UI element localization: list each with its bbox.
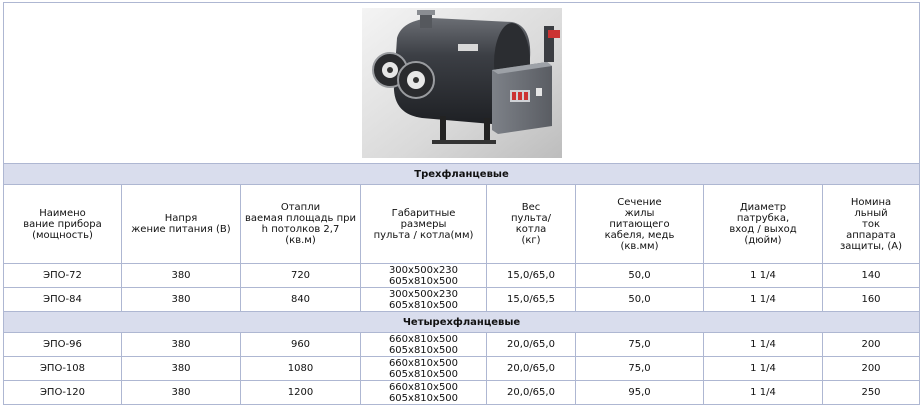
cell-cable: 50,0	[576, 288, 704, 312]
spec-table	[3, 2, 920, 405]
cell-area: 720	[241, 264, 361, 288]
cell-voltage: 380	[122, 264, 241, 288]
cell-weight: 15,0/65,5	[487, 288, 576, 312]
header-current: Номина льный ток аппарата защиты, (А)	[823, 185, 920, 264]
cell-pipe: 1 1/4	[704, 381, 823, 405]
header-dimensions: Габаритные размеры пульта / котла(мм)	[361, 185, 487, 264]
table-row	[4, 288, 920, 312]
cell-area: 1080	[241, 357, 361, 381]
cell-model: ЭПО-96	[4, 333, 122, 357]
cell-current: 140	[823, 264, 920, 288]
header-row	[4, 185, 920, 264]
spec-sheet	[3, 2, 919, 410]
cell-model: ЭПО-120	[4, 381, 122, 405]
header-model: Наимено вание прибора (мощность)	[4, 185, 122, 264]
cell-current: 250	[823, 381, 920, 405]
table-row	[4, 381, 920, 405]
header-area: Отапли ваемая площадь при h потолков 2,7 (кв.м)	[241, 185, 361, 264]
cell-dimensions: 660x810x500 605x810x500	[361, 333, 487, 357]
cell-voltage: 380	[122, 288, 241, 312]
cell-cable: 95,0	[576, 381, 704, 405]
cell-voltage: 380	[122, 333, 241, 357]
cell-model: ЭПО-72	[4, 264, 122, 288]
cell-area: 1200	[241, 381, 361, 405]
cell-cable: 75,0	[576, 357, 704, 381]
header-pipe: Диаметр патрубка, вход / выход (дюйм)	[704, 185, 823, 264]
section-title-four-flange: Четырехфланцевые	[4, 312, 920, 333]
cell-dimensions: 660x810x500 605x810x500	[361, 381, 487, 405]
header-voltage: Напря жение питания (В)	[122, 185, 241, 264]
table-row	[4, 333, 920, 357]
cell-voltage: 380	[122, 381, 241, 405]
cell-model: ЭПО-108	[4, 357, 122, 381]
cell-current: 200	[823, 333, 920, 357]
photo-cell	[4, 3, 920, 164]
cell-weight: 20,0/65,0	[487, 357, 576, 381]
cell-current: 160	[823, 288, 920, 312]
table-row	[4, 357, 920, 381]
cell-dimensions: 300x500x230 605x810x500	[361, 288, 487, 312]
header-cable: Сечение жилы питающего кабеля, медь (кв.мм)	[576, 185, 704, 264]
table-row	[4, 264, 920, 288]
cell-area: 840	[241, 288, 361, 312]
cell-cable: 75,0	[576, 333, 704, 357]
cell-cable: 50,0	[576, 264, 704, 288]
cell-pipe: 1 1/4	[704, 288, 823, 312]
cell-weight: 15,0/65,0	[487, 264, 576, 288]
cell-pipe: 1 1/4	[704, 357, 823, 381]
cell-dimensions: 300x500x230 605x810x500	[361, 264, 487, 288]
section-title-three-flange: Трехфланцевые	[4, 164, 920, 185]
cell-model: ЭПО-84	[4, 288, 122, 312]
cell-pipe: 1 1/4	[704, 264, 823, 288]
cell-dimensions: 660x810x500 605x810x500	[361, 357, 487, 381]
cell-area: 960	[241, 333, 361, 357]
header-weight: Вес пульта/ котла (кг)	[487, 185, 576, 264]
cell-weight: 20,0/65,0	[487, 381, 576, 405]
boiler-photo-icon	[362, 8, 562, 158]
cell-weight: 20,0/65,0	[487, 333, 576, 357]
cell-voltage: 380	[122, 357, 241, 381]
cell-pipe: 1 1/4	[704, 333, 823, 357]
cell-current: 200	[823, 357, 920, 381]
